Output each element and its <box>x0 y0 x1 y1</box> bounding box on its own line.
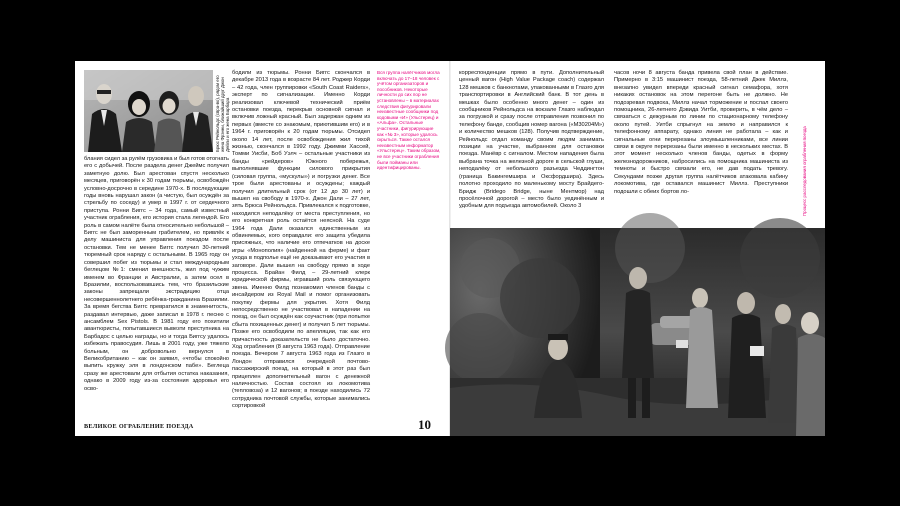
photo-caption-text: Брюс Рейнольдс (спра-во), рядом его жена Фрэнни, ближайший друг Джон Дейли и его жена Барбара <box>215 75 231 152</box>
running-footer-title: ВЕЛИКОЕ ОГРАБЛЕНИЕ ПОЕЗДА <box>84 423 194 430</box>
vertical-running-head <box>802 70 812 216</box>
right-page <box>450 61 825 436</box>
photo-caption <box>215 70 229 152</box>
left-column-1-text: блания сидел за рулём грузовика и был готов отогнать его с добычей. После раздела денег Джеймс получил заметную долю. Был арестован спустя несколько месяцев, приговорён к 30 годам тюрьмы, освобождён условно-досрочно в середине 1970-х. В последующие годы вновь нарушал закон (а чистую, был осуждён за стрельбу по соседу) и умер в 1997 г. от сердечного приступа. Ронни Биггс – 34 года, самый известный участник ограбления, его история стала легендой. Его роль в самом налёте была относительно небольшой – Биггс не был заморенным грабителем, но привлёк к делу машиниста для управления поездом после остановки. Тем не менее Биггс получил 30-летний тюремный срок наряду с остальными. В 1965 году он совершил побег из тюрьмы и стал международным беглецом №1: сменил внешность, жил под чужим именем во Франции и Австралии, а затем осел в Бразилии, воспользовавшись тем, что бразильские законы запрещали экстрадицию отца несовершеннолетнего ребёнка-гражданина Бразилии. За время бегства Биггс превратился в знаменитость, раздавал интервью, даже записал в 1978 г. песню с ансамблем Sex Pistols. В 1981 году его похитили авантюристы, попытавшиеся вывезти преступника на Барбадос с целью награды, но и тогда Биггсу удалось избежать правосудия. Лишь в 2001 году, уже тяжело больным, он добровольно вернулся в Великобританию – как он заявил, «чтобы спокойно выпить кружку эля в лондонском пабе». Беглеца сразу же арестовали для отбытия остатка наказания, однако в 2009 году из-за состояния здоровья его осво- <box>84 156 229 392</box>
crime-scene-photo <box>450 228 825 436</box>
page-number: 10 <box>418 417 431 432</box>
vertical-running-head-text: Процесс расследования ограбления поезда <box>802 126 807 216</box>
book-spread <box>75 61 825 436</box>
left-page <box>75 61 450 436</box>
family-group-photo <box>84 70 213 152</box>
right-column-1-text: корреспонденции прямо в пути. Дополнительный ценный вагон (High Value Package coach) содержал 128 мешков с банкнотами, упакованными в Глазго для транспортировки в Английский банк. В тот день в мешках было особенно много денег – один из сообщников Рейнольдса на вокзале Глазго наблюдал за погрузкой и сразу после отправления позвонил по телефону банде, сообщив номер вагона («М30204М») и количество мешков (128). Получив подтверждение, Рейнольдс отдал команду своим людям занимать позиции на участке, выбранном для остановки поезда. Манёвр с сигналом. Местом нападения была выбрана точка на железной дороге в сельской глуши, неподалёку от небольшого разъезда Чеддингтон (граница Бакингемшира и Оксфордшира). Здесь полотно проходило по маленькому мосту Брайдего-Бридж (Bridego Bridge, ныне Ментмор) над просёлочной дорогой – место было уединённым и удобным для подъезда автомобилей. Около 3 <box>459 70 604 210</box>
right-column-2-text: часов ночи 8 августа банда привела свой план в действие. Примерно в 3:15 машинист поезда, 58-летний Джек Миллз, внезапно увидел впереди красный сигнал семафора, хотя никаких остановок на этом перегоне быть не должно. Не подозревая подвоха, Миллз начал торможение и послал своего помощника, 26-летнего Дэвида Уитби, проверить, в чём дело – связаться с дежурным по линии по стационарному телефону около путей. Уитби спрыгнул на землю и направился к телефонному аппарату, однако линия не работала – как и сигнальные огни перерезаны злоумышленниками, все линии связи в округе перерезаны были именно в нескольких местах. В этот момент несколько членов банды, одетых в форму железнодорожников, набросились на помощника машиниста из темноты и быстро связали его, не дав подать тревогу. Секундами позже другая группа налётчиков атаковала кабину локомотива, где оставался машинист Миллз. Преступники подошли с обеих бортов ло- <box>614 70 788 195</box>
side-note: Вся группа налётчиков могла включать до 17–18 человек с учётом организаторов и пособников. Некоторые личности до сих пор не установлены – в материалах следствия фигурировали неизвестные сообщники под кодовыми «И» (Ульстерец) и «Альфа». Остальные участники, фигурирующие как «№ 3», которые удалось скрыться. Также остался неизвестным информатор «Ульстерец». Таким образом, не все участники ограбления были пойманы или идентифицированы. <box>377 70 441 171</box>
left-column-2-text: бодили из тюрьмы. Ронни Биггс скончался в декабре 2013 года в возрасте 84 лет. Роджер Корди – 42 года, член группировки «South Coast Raiders», эксперт по сигнализации. Именно Корди реализовал ключевой технический приём остановки поезда, перекрыв основной сигнал и включив ложный красный. Был задержан одним из первых (вместе со знакомым, приютившим его) и в 1964 г. приговорён к 20 годам тюрьмы. Отсидел около 14 лет, после освобождения жил тихой жизнью, скончался в 1992 году. Джимми Хассей, Томми Уисби, Боб Уэлч – остальные участники из банды «рейдеров» Южного побережья, выполнявшие функции силового прикрытия (силовая группа, «мускулы») и погрузки денег. Все трое были арестованы и осуждены; каждый получил длительный срок (от 12 до 30 лет) и вышел на свободу в 1970-х. Джон Дали – 27 лет, зять Брюса Рейнольдса. Привлекался к подготовке, находился неподалёку от места преступления, но его конкретная роль остаётся неясной. На суде 1964 года Дали оказался единственным из обвиняемых, кого оправдали: его защита убедила присяжных, что наличие его отпечатков на доске игры «Монополия» (найденной на ферме) и факт ухода в подполье ещё не доказывают его участия в заговоре. Дали вышел на свободу прямо в ходе процесса. Брайан Филд – 29-летний клерк юридической фирмы, игравший роль связующего звена. Именно Филд познакомил членов банды с инсайдером из Royal Mail и помог организовать покупку фермы для укрытия. Хотя Филд непосредственно не участвовал в нападении на поезд, он был осуждён как соучастник (при попытке сбыта похищенных денег) и получил 5 лет тюрьмы. Позже его освободили по апелляции, так как его причастность доказательств не было достаточно. Ход ограбления (8 августа 1963 года). Отправление поезда. Вечером 7 августа 1963 года из Глазго в Лондон отправился очередной почтово-пассажирский поезд, на который в этот раз был прицеплен дополнительный вагон с денежной наличностью. Состав состоял из локомотива (тепловоза) и 12 вагонов; в поезде находились 72 сотрудника почтовой службы, которые занимались сортировкой <box>232 70 370 410</box>
